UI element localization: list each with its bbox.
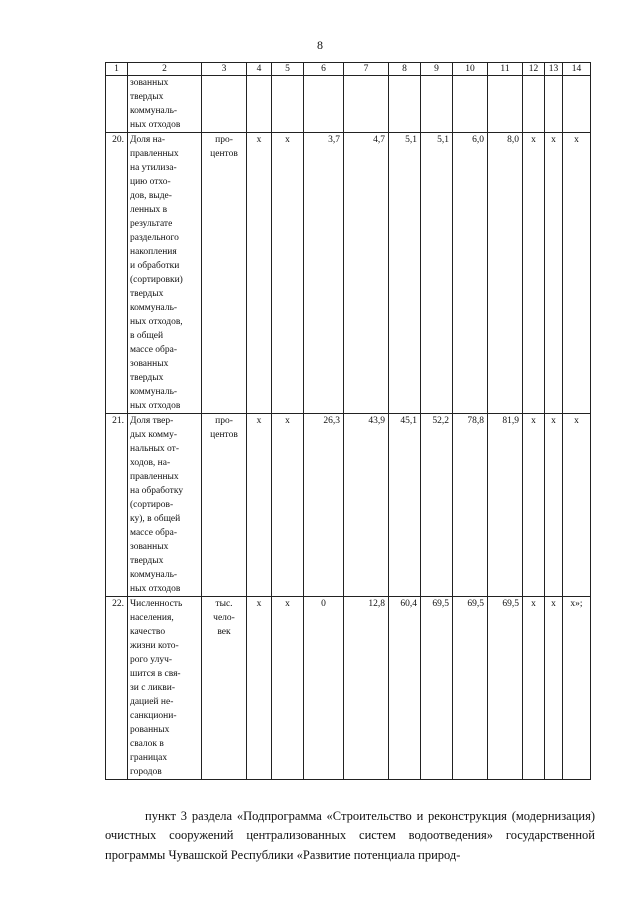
table-row: [106, 597, 591, 780]
body-paragraph: пункт 3 раздела «Подпрограмма «Строительство и реконструкция (модернизация) очистных сооружений централизованных систем водоотведения» государственной программы Чувашской Республики «Развитие потенциала природ-: [105, 808, 595, 862]
value-cell: х: [272, 133, 304, 414]
value-cell: 78,8: [453, 414, 488, 597]
unit-cell: про- центов: [202, 414, 247, 597]
indicator-name: зованных твердых коммуналь- ных отходов: [128, 76, 202, 133]
value-cell: 5,1: [389, 133, 421, 414]
value-cell: х: [563, 133, 591, 414]
value-cell: 0: [304, 597, 344, 780]
indicator-table: [105, 62, 591, 780]
column-number: 7: [344, 63, 389, 76]
page-number: 8: [317, 38, 323, 52]
value-cell: х: [523, 133, 545, 414]
unit-cell: тыс. чело- век: [202, 597, 247, 780]
value-cell: 52,2: [421, 414, 453, 597]
row-number: 21.: [106, 414, 128, 597]
indicator-name: Доля твер- дых комму- нальных от- ходов, на- правленных на обработку (сортиров- ку), в общей массе обра- зованных твердых коммуналь- ных отходов: [128, 414, 202, 597]
column-number: 8: [389, 63, 421, 76]
value-cell: 26,3: [304, 414, 344, 597]
column-number: 1: [106, 63, 128, 76]
indicator-name: Доля на- правленных на утилиза- цию отхо- дов, выде- ленных в результате раздельного накопления и обработки (сортировки) твердых коммуналь- ных отходов, в общей массе обра- зованных твердых коммуналь- ных отходов: [128, 133, 202, 414]
column-number: 3: [202, 63, 247, 76]
value-cell: х: [563, 414, 591, 597]
value-cell: 43,9: [344, 414, 389, 597]
value-cell: 69,5: [421, 597, 453, 780]
value-cell: 4,7: [344, 133, 389, 414]
value-cell: х: [545, 414, 563, 597]
table-header-row: [106, 63, 591, 76]
column-number: 12: [523, 63, 545, 76]
column-number: 11: [488, 63, 523, 76]
value-cell: х: [272, 414, 304, 597]
value-cell: 69,5: [488, 597, 523, 780]
value-cell: х: [247, 414, 272, 597]
value-cell: 69,5: [453, 597, 488, 780]
column-number: 9: [421, 63, 453, 76]
value-cell: х: [545, 597, 563, 780]
column-number: 5: [272, 63, 304, 76]
column-number: 14: [563, 63, 591, 76]
value-cell: х: [523, 597, 545, 780]
column-number: 2: [128, 63, 202, 76]
column-number: 6: [304, 63, 344, 76]
table-row-continuation: [106, 76, 591, 133]
value-cell: х: [523, 414, 545, 597]
value-cell: 5,1: [421, 133, 453, 414]
row-number: 20.: [106, 133, 128, 414]
row-number: 22.: [106, 597, 128, 780]
indicator-name: Численность населения, качество жизни кото- рого улуч- шится в свя- зи с ликви- дацией не- санкциони- рованных свалок в границах городов: [128, 597, 202, 780]
value-cell: 8,0: [488, 133, 523, 414]
value-cell: х»;: [563, 597, 591, 780]
value-cell: 12,8: [344, 597, 389, 780]
column-number: 4: [247, 63, 272, 76]
value-cell: х: [272, 597, 304, 780]
table-row: [106, 133, 591, 414]
value-cell: х: [247, 597, 272, 780]
value-cell: 3,7: [304, 133, 344, 414]
value-cell: 6,0: [453, 133, 488, 414]
value-cell: х: [545, 133, 563, 414]
value-cell: 45,1: [389, 414, 421, 597]
value-cell: 81,9: [488, 414, 523, 597]
value-cell: х: [247, 133, 272, 414]
column-number: 13: [545, 63, 563, 76]
table-row: [106, 414, 591, 597]
value-cell: 60,4: [389, 597, 421, 780]
unit-cell: про- центов: [202, 133, 247, 414]
column-number: 10: [453, 63, 488, 76]
